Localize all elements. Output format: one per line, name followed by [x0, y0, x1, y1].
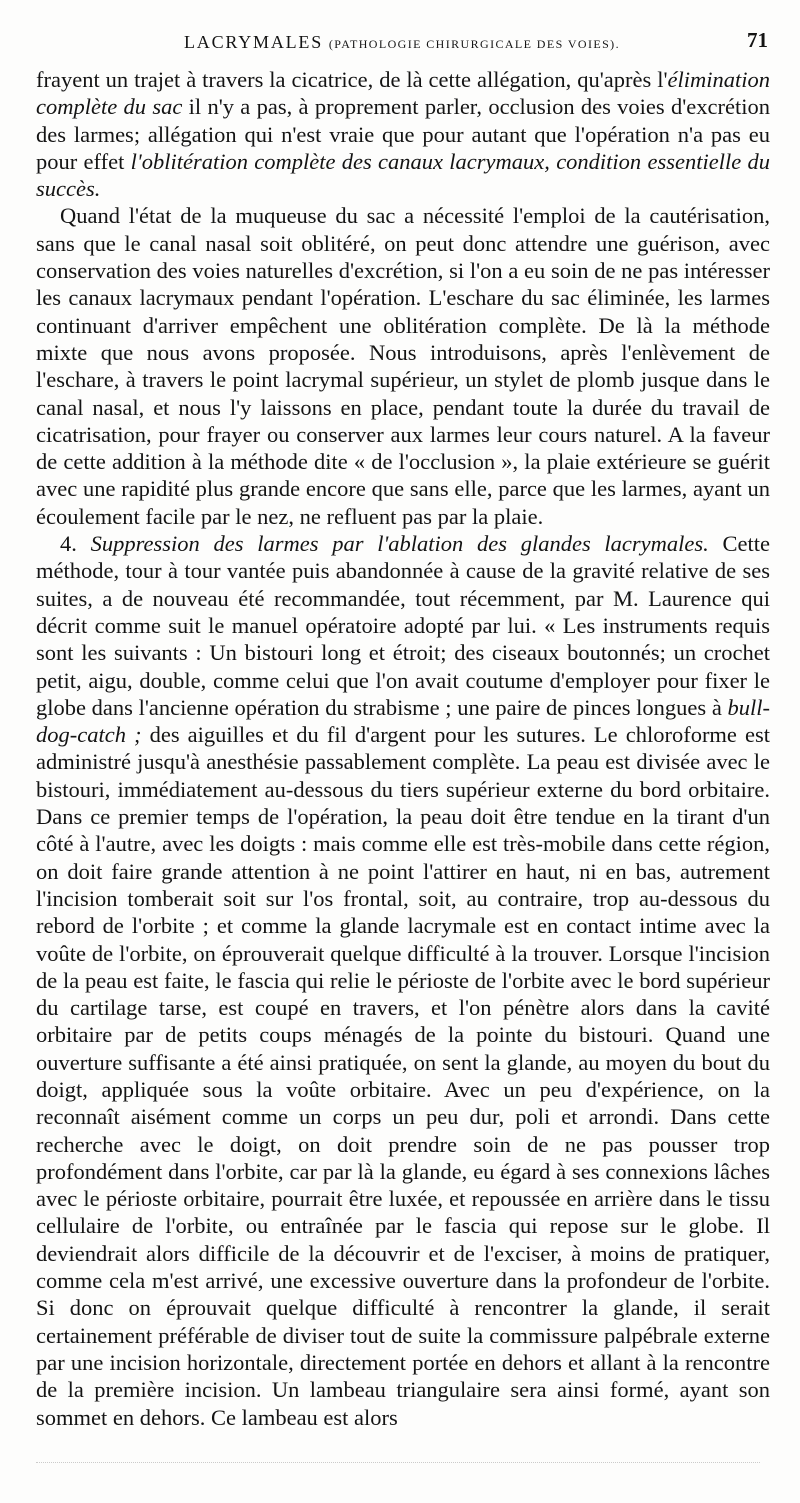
- paragraph-2: Quand l'état de la muqueuse du sac a nécessité l'emploi de la cautérisation, sans que le canal nasal soit oblitéré, on peut donc attendre une guérison, avec conservation des voies naturelles d'excrétion, si l'on a eu soin de ne pas intéresser les canaux lacrymaux pendant l'opération. L'eschare du sac éliminée, les larmes continuant d'arriver empêchent une oblitération complète. De là la méthode mixte que nous avons proposée. Nous introduisons, après l'enlèvement de l'eschare, à travers le point lacrymal supérieur, un stylet de plomb jusque dans le canal nasal, et nous l'y laissons en place, pendant toute la durée du travail de cicatrisation, pour frayer ou conserver aux larmes leur cours naturel. A la faveur de cette addition à la méthode dite « de l'occlusion », la plaie extérieure se guérit avec une rapidité plus grande encore que sans elle, parce que les larmes, ayant un écoulement facile par le nez, ne refluent pas par la plaie.: [36, 203, 770, 529]
- paragraph-3-italic-d: bull-dog-catch ;: [36, 694, 770, 748]
- body-text: [36, 66, 770, 1431]
- paragraph-1-italic-b: élimination complète du sac: [36, 67, 770, 120]
- paragraph-3: [36, 530, 770, 1431]
- paragraph-1-text-a: frayent un trajet à travers la cicatrice, de là cette allégation, qu'après l': [36, 67, 668, 92]
- running-head-subtitle: (PATHOLOGIE CHIRURGICALE DES VOIES).: [328, 37, 620, 51]
- running-head: [36, 32, 768, 53]
- paragraph-3-heading: Suppression des larmes par l'ablation des glandes lacrymales.: [90, 531, 709, 557]
- paragraph-1-italic-d: l'oblitération complète des canaux lacrymaux, condition essentielle du succès.: [36, 148, 770, 202]
- paragraph-1-text-c: il n'y a pas, à proprement parler, occlusion des voies d'excrétion des larmes; allégation qui n'est vraie que pour autant que l'opération n'a pas eu pour effet: [36, 94, 770, 174]
- paragraph-3-text-e: des aiguilles et du fil d'argent pour les sutures. Le chloroforme est administré jusqu'à anesthésie passablement complète. La peau est divisée avec le bistouri, immédiatement au-dessous du tiers supérieur externe du bord orbitaire. Dans ce premier temps de l'opération, la peau doit être tendue en la tirant d'un côté à l'autre, avec les doigts : mais comme elle est très-mobile dans cette région, on doit faire grande attention à ne point l'attirer en haut, ni en bas, autrement l'incision tomberait soit sur l'os frontal, soit, au contraire, trop au-dessous du rebord de l'orbite ; et comme la glande lacrymale est en contact intime avec la voûte de l'orbite, on éprouverait quelque difficulté à la trouver. Lorsque l'incision de la peau est faite, le fascia qui relie le périoste de l'orbite avec le bord supérieur du cartilage tarse, est coupé en travers, et l'on pénètre alors dans la cavité orbitaire par de petits coups ménagés de la pointe du bistouri. Quand une ouverture suffisante a été ainsi pratiquée, on sent la glande, au moyen du bout du doigt, appliquée sous la voûte orbitaire. Avec un peu d'expérience, on la reconnaît aisément comme un corps un peu dur, poli et arrondi. Dans cette recherche avec le doigt, on doit prendre soin de ne pas pousser trop profondément dans l'orbite, car par là la glande, eu égard à ses connexions lâches avec le périoste orbitaire, pourrait être luxée, et repoussée en arrière dans le tissu cellulaire de l'orbite, ou entraînée par le fascia qui repose sur le globe. Il deviendrait alors difficile de la découvrir et de l'exciser, à moins de pratiquer, comme cela m'est arrivé, une excessive ouverture dans la profondeur de l'orbite. Si donc on éprouvait quelque difficulté à rencontrer la glande, il serait certainement préférable de diviser tout de suite la commissure palpébrale externe par une incision horizontale, directement portée en dehors et allant à la rencontre de la première incision. Un lambeau triangulaire sera ainsi formé, ayant son sommet en dehors. Ce lambeau est alors: [36, 722, 770, 1430]
- paragraph-3-text-c: Cette méthode, tour à tour vantée puis abandonnée à cause de la gravité relative de ses suites, a de nouveau été recommandée, tout récemment, par M. Laurence qui décrit comme suit le manuel opératoire adopté par lui. « Les instruments requis sont les suivants : Un bistouri long et étroit; des ciseaux boutonnés; un crochet petit, aigu, double, comme celui que l'on avait coutume d'employer pour fixer le globe dans l'ancienne opération du strabisme ; une paire de pinces longues à: [36, 531, 771, 720]
- paragraph-1: [36, 66, 770, 202]
- page-number: 71: [747, 28, 768, 52]
- running-head-title: LACRYMALES: [184, 32, 324, 52]
- paragraph-3-number: 4.: [60, 531, 91, 557]
- page-header: [36, 26, 768, 60]
- page-bottom-rule: [36, 1462, 760, 1469]
